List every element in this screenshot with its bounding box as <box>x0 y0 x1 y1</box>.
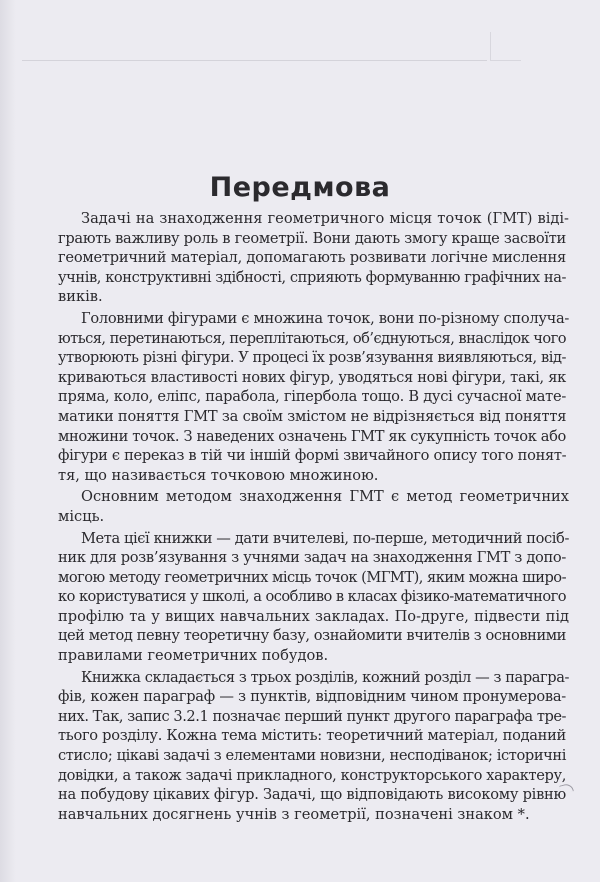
paragraph-method <box>58 487 569 526</box>
text-line: пряма, коло, еліпс, парабола, гіпербола тощо. В дусі сучасної мате- <box>58 388 566 406</box>
text-line: утворюють різні фігури. У процесі їх розв’язування виявляються, від- <box>58 349 566 367</box>
text-line: цей метод певну теоретичну базу, ознайомити вчителів з основними <box>58 627 566 645</box>
text-line: навчальних досягнень учнів з геометрії, позначені знаком *. <box>58 805 530 823</box>
text-line: учнів, конструктивні здібності, сприяють формуванню графічних на- <box>58 268 566 286</box>
text-line: довідки, а також задачі прикладного, конструкторського характеру, <box>58 766 566 784</box>
document-body <box>58 209 569 826</box>
text-line: Мета цієї книжки — дати вчителеві, по-перше, методичний посіб- <box>81 529 569 547</box>
text-line: тя, що називається точковою множиною. <box>58 466 379 484</box>
text-line: могою методу геометричних місць точок (МГМТ), яким можна широ- <box>58 568 566 586</box>
paragraph-intro <box>58 209 569 307</box>
text-line: множини точок. З наведених означень ГМТ як сукупність точок або <box>58 427 566 445</box>
text-line: грають важливу роль в геометрії. Вони дають змогу краще засвоїти <box>58 229 566 247</box>
paragraph-structure <box>58 668 569 825</box>
text-line: місць. <box>58 507 105 525</box>
text-line: ник для розв’язування з учнями задач на знаходження ГМТ з допо- <box>58 549 566 567</box>
paragraph-purpose <box>58 529 569 666</box>
text-line: ко користуватися у школі, а особливо в класах фізико-математичного <box>58 588 566 606</box>
text-line: Книжка складається з трьох розділів, кожний розділ — з парагра- <box>81 668 569 686</box>
page-title: Передмова <box>209 172 391 204</box>
show-through-header-rule <box>22 60 487 61</box>
text-line: фігури є переказ в тій чи іншій формі звичайного опису того понят- <box>58 447 567 465</box>
show-through-page-number-box <box>490 32 521 61</box>
text-line: стисло; цікаві задачі з елементами новизни, несподіванок; історичні <box>58 747 566 765</box>
text-line: Задачі на знаходження геометричного місця точок (ГМТ) віді- <box>81 210 569 227</box>
text-line: фів, кожен параграф — з пунктів, відповідним чином пронумерова- <box>58 688 566 706</box>
text-line: виків. <box>58 288 103 306</box>
text-line: Основним методом знаходження ГМТ є метод геометричних <box>81 488 569 506</box>
pen-mark <box>559 782 574 794</box>
text-line: ються, перетинаються, переплітаються, об’єднуються, внаслідок чого <box>58 329 566 347</box>
text-line: профілю та у вищих навчальних закладах. По-друге, підвести під <box>58 607 569 625</box>
paragraph-figures <box>58 309 569 485</box>
text-line: матики поняття ГМТ за своїм змістом не відрізняється від поняття <box>58 407 567 425</box>
text-line: геометричний матеріал, допомагають розвивати логічне мислення <box>58 249 566 267</box>
text-line: тього розділу. Кожна тема містить: теоретичний матеріал, поданий <box>58 727 566 745</box>
text-line: правилами геометричних побудов. <box>58 647 329 665</box>
text-line: на побудову цікавих фігур. Задачі, що відповідають високому рівню <box>58 786 566 804</box>
text-line: криваються властивості нових фігур, уводяться нові фігури, такі, як <box>58 368 566 386</box>
text-line: Головними фігурами є множина точок, вони по-різному сполуча- <box>81 309 569 327</box>
text-line: них. Так, запис 3.2.1 позначає перший пункт другого параграфа тре- <box>58 707 566 725</box>
page-edge-shadow <box>0 0 16 882</box>
